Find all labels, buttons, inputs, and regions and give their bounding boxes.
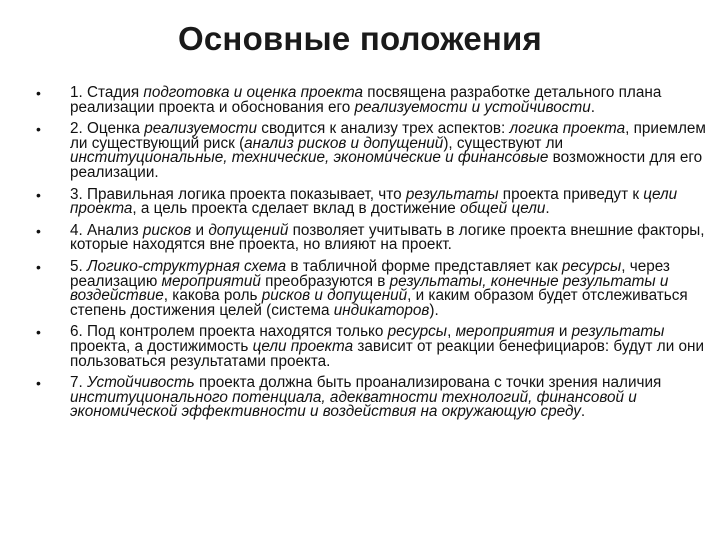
emphasized-text: результаты, конечные результаты и воздействие bbox=[70, 272, 669, 305]
bullet-text: 6. Под контролем проекта находятся только bbox=[70, 323, 388, 341]
bullet-text: . bbox=[590, 98, 595, 116]
bullet-text: , а цель проекта сделает вклад в достижение bbox=[132, 200, 461, 218]
bullet-item bbox=[36, 86, 708, 115]
emphasized-text: результаты bbox=[405, 185, 499, 203]
bullet-item bbox=[36, 221, 708, 254]
emphasized-text: ресурсы bbox=[387, 323, 448, 341]
bullet-text: возможности для его реализации. bbox=[70, 149, 703, 181]
bullet-text: 7. bbox=[70, 374, 88, 392]
slide-title: Основные положения bbox=[178, 20, 542, 57]
bullet-item bbox=[36, 257, 708, 319]
emphasized-text: рисков и допущений bbox=[261, 287, 408, 305]
bullet-text: 1. Стадия bbox=[70, 84, 144, 101]
bullet-item bbox=[36, 376, 708, 420]
emphasized-text: подготовка и оценка проекта bbox=[143, 84, 364, 101]
emphasized-text: Устойчивость bbox=[87, 374, 195, 392]
emphasized-text: реализуемости bbox=[144, 120, 258, 138]
bullet-dot-icon: • bbox=[36, 121, 41, 138]
bullet-text: , через реализацию bbox=[70, 257, 670, 290]
emphasized-text: допущений bbox=[208, 221, 289, 239]
emphasized-text: результаты bbox=[571, 323, 665, 341]
bullet-text: ), существуют ли bbox=[443, 134, 564, 152]
bullet-text: 2. Оценка bbox=[70, 120, 145, 138]
bullet-item bbox=[36, 185, 708, 218]
bullet-text: . bbox=[545, 200, 550, 218]
bullet-text: и bbox=[554, 323, 572, 341]
bullet-dot-icon: • bbox=[36, 324, 41, 341]
bullet-dot-icon: • bbox=[36, 222, 41, 239]
emphasized-text: мероприятия bbox=[455, 323, 555, 341]
bullet-dot-icon: • bbox=[36, 258, 41, 275]
emphasized-text: ресурсы bbox=[561, 257, 622, 275]
bullet-list bbox=[36, 86, 708, 427]
emphasized-text: мероприятий bbox=[161, 272, 261, 290]
bullet-text: . bbox=[580, 403, 586, 421]
emphasized-text: Логико-структурная схема bbox=[87, 257, 287, 275]
emphasized-text: общей цели bbox=[460, 200, 546, 218]
bullet-text: зависит от реакции бенефициаров: будут ли они пользоваться результатами проекта. bbox=[70, 337, 705, 370]
emphasized-text: институционального потенциала, адекватности технологий, финансовой и экономической эффективности и воздействия на окружающую среду bbox=[70, 388, 637, 421]
emphasized-text: рисков bbox=[142, 221, 192, 239]
emphasized-text: индикаторов bbox=[333, 301, 430, 319]
emphasized-text: анализ рисков и допущений bbox=[244, 134, 444, 152]
emphasized-text: цели проекта bbox=[252, 337, 354, 355]
bullet-text: сводится к анализу трех аспектов: bbox=[257, 120, 510, 138]
bullet-text: проекта, а достижимость bbox=[70, 337, 253, 355]
bullet-item bbox=[36, 122, 708, 180]
emphasized-text: цели проекта bbox=[70, 185, 678, 218]
emphasized-text: логика проекта bbox=[509, 120, 626, 138]
bullet-text: , приемлем ли существующий риск ( bbox=[70, 120, 706, 152]
bullet-dot-icon: • bbox=[36, 186, 41, 203]
bullet-text: ). bbox=[429, 301, 439, 319]
bullet-text: проекта должна быть проанализирована с точки зрения наличия bbox=[194, 374, 662, 392]
bullet-dot-icon: • bbox=[36, 375, 41, 392]
bullet-dot-icon: • bbox=[36, 85, 41, 101]
bullet-text: , и каким образом будет отслеживаться степень достижения целей (система bbox=[70, 287, 688, 319]
bullet-text: , какова роль bbox=[163, 287, 262, 305]
bullet-text: , bbox=[447, 323, 456, 341]
bullet-text: 3. Правильная логика проекта показывает, что bbox=[70, 185, 406, 203]
emphasized-text: реализуемости и устойчивости bbox=[354, 98, 591, 116]
bullet-text: проекта приведут к bbox=[498, 185, 644, 203]
bullet-text: преобразуются в bbox=[260, 272, 390, 290]
emphasized-text: институциональные, технические, экономические и финансовые bbox=[70, 149, 549, 167]
bullet-item bbox=[36, 325, 708, 369]
bullet-text: позволяет учитывать в логике проекта внешние факторы, которые находятся вне проекта, но влияют на проект. bbox=[70, 221, 705, 254]
bullet-text: 5. bbox=[70, 257, 88, 275]
bullet-text: 4. Анализ bbox=[70, 221, 143, 239]
bullet-text: посвящена разработке детального плана реализации проекта и обоснования его bbox=[70, 84, 662, 116]
bullet-text: в табличной форме представляет как bbox=[286, 257, 562, 275]
bullet-text: и bbox=[191, 221, 209, 239]
